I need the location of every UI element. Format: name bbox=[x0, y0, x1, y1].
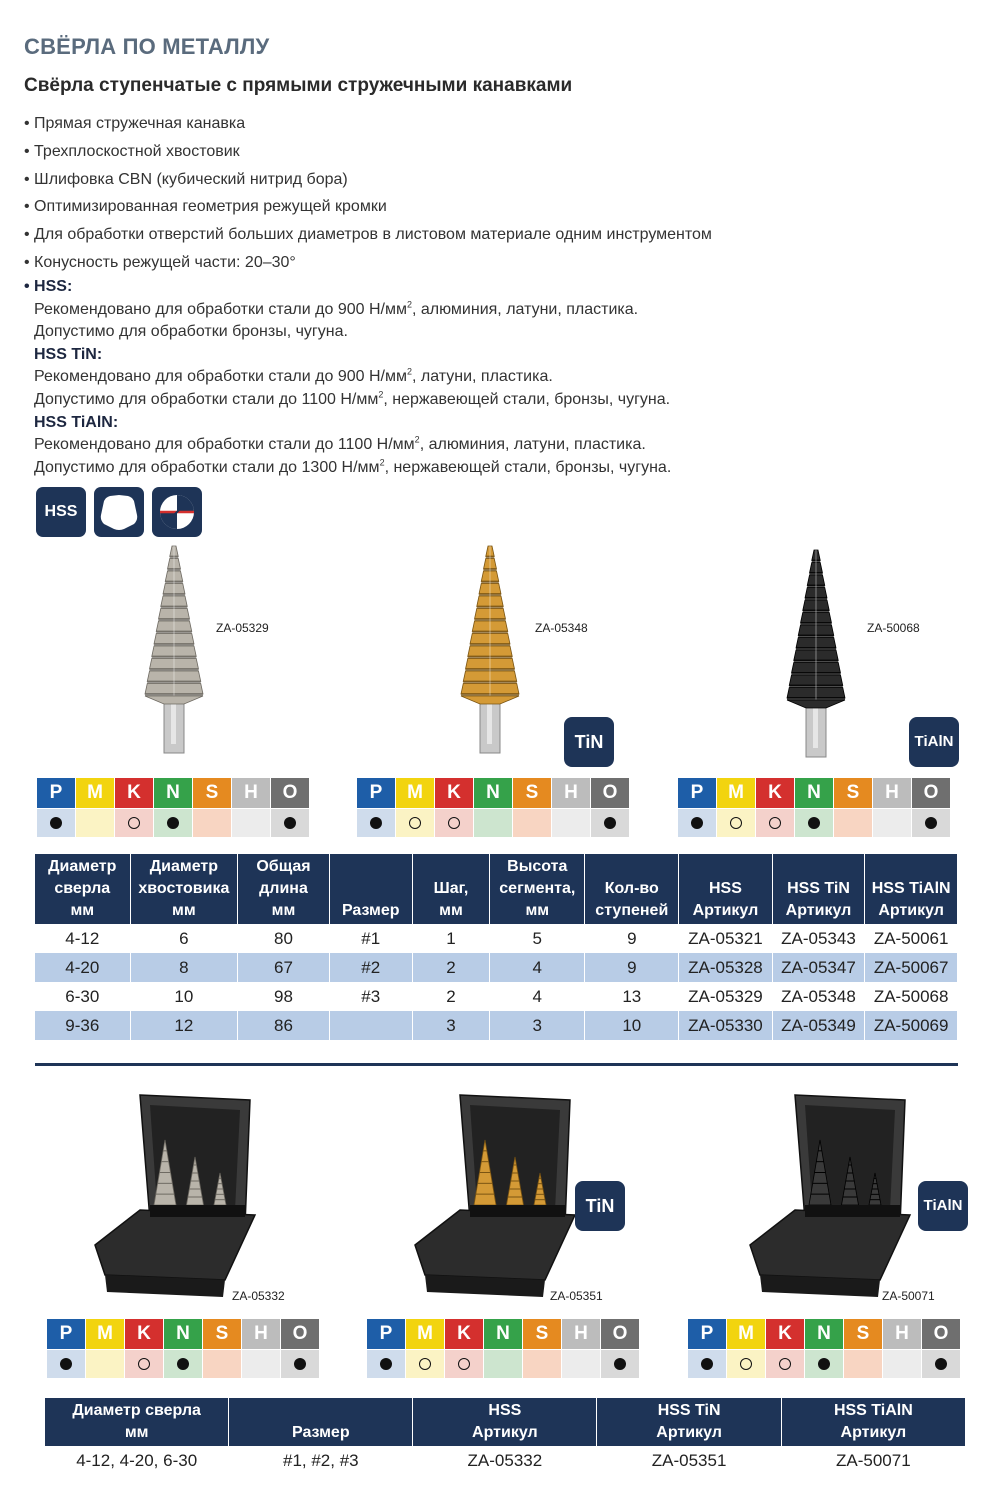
suitability-cell bbox=[591, 809, 630, 838]
suitability-cell bbox=[357, 809, 396, 838]
material-group-table bbox=[46, 1318, 320, 1379]
allowed-dot bbox=[740, 1358, 752, 1370]
recommended-dot bbox=[60, 1358, 72, 1370]
material-group-s: S bbox=[193, 778, 232, 809]
feature-item: • Для обработки отверстий больших диаметров в листовом материале одним инструментом bbox=[24, 226, 712, 244]
table-cell: #3 bbox=[329, 982, 412, 1011]
suitability-cell bbox=[76, 809, 115, 838]
suitability-cell bbox=[834, 809, 873, 838]
table-cell: 13 bbox=[585, 982, 679, 1011]
suitability-cell bbox=[873, 809, 912, 838]
material-group-n: N bbox=[474, 778, 513, 809]
drill-set-images bbox=[0, 1085, 1000, 1315]
material-group-h: H bbox=[232, 778, 271, 809]
article-label: ZA-05329 bbox=[216, 621, 269, 635]
table-cell: ZA-50069 bbox=[865, 1011, 958, 1040]
column-header: Диаметр сверла мм bbox=[45, 1398, 229, 1446]
specification-table bbox=[35, 854, 958, 1040]
table-cell: 2 bbox=[412, 982, 489, 1011]
table-cell: 9 bbox=[585, 953, 679, 982]
column-header: HSS TiN Артикул bbox=[597, 1398, 781, 1446]
hss-drill-image bbox=[145, 546, 203, 753]
column-header: HSS TiN Артикул bbox=[772, 854, 865, 924]
table-cell: ZA-05347 bbox=[772, 953, 865, 982]
table-cell: 12 bbox=[130, 1011, 238, 1040]
suitability-cell bbox=[242, 1350, 281, 1379]
material-group-h: H bbox=[242, 1319, 281, 1350]
suitability-cell bbox=[912, 809, 951, 838]
table-cell: ZA-50061 bbox=[865, 924, 958, 953]
column-header: Диаметр хвостовика мм bbox=[130, 854, 238, 924]
material-recommendations bbox=[24, 276, 671, 479]
recommended-dot bbox=[370, 817, 382, 829]
table-cell: ZA-50067 bbox=[865, 953, 958, 982]
tialn-coating-badge: TiAlN bbox=[909, 717, 959, 767]
material-group-k: K bbox=[766, 1319, 805, 1350]
feature-list bbox=[24, 110, 712, 277]
column-header: Общая длина мм bbox=[238, 854, 330, 924]
subtitle: Свёрла ступенчатые с прямыми стружечными канавками bbox=[24, 75, 573, 96]
allowed-dot bbox=[419, 1358, 431, 1370]
table-cell: 1 bbox=[412, 924, 489, 953]
tin-drill-image bbox=[461, 546, 519, 753]
cbn-grinding-icon bbox=[152, 487, 202, 537]
column-header: HSS TiAlN Артикул bbox=[781, 1398, 965, 1446]
recommended-dot bbox=[50, 817, 62, 829]
suitability-cell bbox=[37, 809, 76, 838]
recommended-dot bbox=[691, 817, 703, 829]
feature-item: • Трехплоскостной хвостовик bbox=[24, 142, 240, 160]
column-header: HSS Артикул bbox=[679, 854, 772, 924]
suitability-cell bbox=[678, 809, 717, 838]
allowed-dot bbox=[138, 1358, 150, 1370]
feature-item: • Конусность режущей части: 20–30° bbox=[24, 253, 296, 271]
material-group-n: N bbox=[164, 1319, 203, 1350]
material-group-table bbox=[36, 777, 310, 838]
material-group-m: M bbox=[727, 1319, 766, 1350]
table-cell: 2 bbox=[412, 953, 489, 982]
material-group-p: P bbox=[37, 778, 76, 809]
material-group-k: K bbox=[756, 778, 795, 809]
hss-drill-set-image bbox=[95, 1095, 255, 1297]
material-group-n: N bbox=[484, 1319, 523, 1350]
hss-line: Рекомендовано для обработки стали до 900 $Н/мм^2$, алюминия, латуни, пластика. bbox=[34, 299, 639, 318]
suitability-cell bbox=[756, 809, 795, 838]
material-group-n: N bbox=[154, 778, 193, 809]
table-cell: 6-30 bbox=[35, 982, 130, 1011]
tin-coating-badge: TiN bbox=[575, 1181, 625, 1231]
table-cell: 9-36 bbox=[35, 1011, 130, 1040]
material-group-p: P bbox=[367, 1319, 406, 1350]
table-cell: ZA-05349 bbox=[772, 1011, 865, 1040]
section-title: СВЁРЛА ПО МЕТАЛЛУ bbox=[24, 34, 270, 59]
recommended-dot bbox=[818, 1358, 830, 1370]
material-group-h: H bbox=[873, 778, 912, 809]
recommended-dot bbox=[614, 1358, 626, 1370]
material-group-m: M bbox=[396, 778, 435, 809]
material-group-s: S bbox=[513, 778, 552, 809]
table-cell: 80 bbox=[238, 924, 330, 953]
material-group-s: S bbox=[523, 1319, 562, 1350]
table-cell: 10 bbox=[130, 982, 238, 1011]
material-group-m: M bbox=[76, 778, 115, 809]
set-specification-table bbox=[45, 1398, 966, 1476]
suitability-cell bbox=[435, 809, 474, 838]
column-header: Размер bbox=[229, 1398, 413, 1446]
table-cell: 4 bbox=[490, 982, 585, 1011]
table-cell: ZA-05328 bbox=[679, 953, 772, 982]
material-group-h: H bbox=[552, 778, 591, 809]
table-cell: ZA-05351 bbox=[597, 1446, 781, 1476]
material-group-p: P bbox=[357, 778, 396, 809]
material-group-s: S bbox=[203, 1319, 242, 1350]
allowed-dot bbox=[458, 1358, 470, 1370]
suitability-cell bbox=[232, 809, 271, 838]
suitability-cell bbox=[86, 1350, 125, 1379]
allowed-dot bbox=[730, 817, 742, 829]
table-row bbox=[35, 953, 958, 982]
table-cell: ZA-05332 bbox=[413, 1446, 597, 1476]
table-cell: 98 bbox=[238, 982, 330, 1011]
suitability-cell bbox=[193, 809, 232, 838]
suitability-cell bbox=[367, 1350, 406, 1379]
recommended-dot bbox=[604, 817, 616, 829]
tin-drill-set-image bbox=[415, 1095, 575, 1297]
table-cell: ZA-50071 bbox=[781, 1446, 965, 1476]
feature-item: • Шлифовка CBN (кубический нитрид бора) bbox=[24, 170, 348, 188]
table-cell: 10 bbox=[585, 1011, 679, 1040]
recommended-dot bbox=[925, 817, 937, 829]
material-group-o: O bbox=[281, 1319, 320, 1350]
material-group-table bbox=[366, 1318, 640, 1379]
table-cell: ZA-05330 bbox=[679, 1011, 772, 1040]
article-label: ZA-05351 bbox=[550, 1289, 603, 1303]
column-header: Диаметр сверла мм bbox=[35, 854, 130, 924]
table-cell: #1 bbox=[329, 924, 412, 953]
allowed-dot bbox=[769, 817, 781, 829]
material-group-o: O bbox=[912, 778, 951, 809]
column-header: Размер bbox=[329, 854, 412, 924]
table-cell: 3 bbox=[412, 1011, 489, 1040]
section-divider bbox=[35, 1063, 958, 1066]
allowed-dot bbox=[409, 817, 421, 829]
table-cell: 86 bbox=[238, 1011, 330, 1040]
material-group-m: M bbox=[717, 778, 756, 809]
table-cell: ZA-05343 bbox=[772, 924, 865, 953]
article-label: ZA-50068 bbox=[867, 621, 920, 635]
material-group-o: O bbox=[922, 1319, 961, 1350]
table-cell: 8 bbox=[130, 953, 238, 982]
table-cell: ZA-05348 bbox=[772, 982, 865, 1011]
table-cell bbox=[329, 1011, 412, 1040]
column-header: HSS TiAlN Артикул bbox=[865, 854, 958, 924]
column-header: Высота сегмента, мм bbox=[490, 854, 585, 924]
material-group-k: K bbox=[445, 1319, 484, 1350]
allowed-dot bbox=[779, 1358, 791, 1370]
tin-coating-badge: TiN bbox=[564, 717, 614, 767]
hss-heading: • HSS: bbox=[24, 278, 73, 295]
tialn-drill-set-image bbox=[750, 1095, 910, 1297]
material-group-table bbox=[687, 1318, 961, 1379]
suitability-cell bbox=[406, 1350, 445, 1379]
material-group-h: H bbox=[883, 1319, 922, 1350]
table-cell: 4-20 bbox=[35, 953, 130, 982]
feature-item: • Прямая стружечная канавка bbox=[24, 115, 246, 132]
table-cell: 6 bbox=[130, 924, 238, 953]
suitability-cell bbox=[717, 809, 756, 838]
table-row bbox=[35, 924, 958, 953]
recommended-dot bbox=[935, 1358, 947, 1370]
article-label: ZA-50071 bbox=[882, 1289, 935, 1303]
recommended-dot bbox=[808, 817, 820, 829]
column-header: Кол-во ступеней bbox=[585, 854, 679, 924]
table-cell: #2 bbox=[329, 953, 412, 982]
tin-line: Рекомендовано для обработки стали до 900 $Н/мм^2$, латуни, пластика. bbox=[34, 367, 553, 386]
material-group-k: K bbox=[435, 778, 474, 809]
suitability-cell bbox=[688, 1350, 727, 1379]
suitability-cell bbox=[883, 1350, 922, 1379]
material-group-p: P bbox=[678, 778, 717, 809]
column-header: Шаг, мм bbox=[412, 854, 489, 924]
material-group-m: M bbox=[86, 1319, 125, 1350]
recommended-dot bbox=[294, 1358, 306, 1370]
table-cell: 4-12 bbox=[35, 924, 130, 953]
column-header: HSS Артикул bbox=[413, 1398, 597, 1446]
suitability-cell bbox=[601, 1350, 640, 1379]
tialn-coating-badge: TiAlN bbox=[918, 1181, 968, 1231]
recommended-dot bbox=[177, 1358, 189, 1370]
suitability-cell bbox=[727, 1350, 766, 1379]
table-row bbox=[35, 982, 958, 1011]
suitability-cell bbox=[562, 1350, 601, 1379]
table-cell: 3 bbox=[490, 1011, 585, 1040]
recommended-dot bbox=[167, 817, 179, 829]
material-group-table bbox=[356, 777, 630, 838]
suitability-cell bbox=[552, 809, 591, 838]
suitability-cell bbox=[115, 809, 154, 838]
table-cell: ZA-05321 bbox=[679, 924, 772, 953]
suitability-cell bbox=[445, 1350, 484, 1379]
material-group-s: S bbox=[834, 778, 873, 809]
table-row bbox=[35, 1011, 958, 1040]
table-cell: #1, #2, #3 bbox=[229, 1446, 413, 1476]
table-cell: 4 bbox=[490, 953, 585, 982]
table-cell: ZA-50068 bbox=[865, 982, 958, 1011]
tialn-drill-image bbox=[787, 550, 845, 757]
suitability-cell bbox=[474, 809, 513, 838]
tialn-line: Допустимо для обработки стали до 1300 $Н/мм^2$, нержавеющей стали, бронзы, чугуна. bbox=[34, 457, 672, 476]
suitability-cell bbox=[125, 1350, 164, 1379]
material-group-n: N bbox=[805, 1319, 844, 1350]
table-cell: 5 bbox=[490, 924, 585, 953]
material-group-o: O bbox=[601, 1319, 640, 1350]
material-group-p: P bbox=[47, 1319, 86, 1350]
suitability-cell bbox=[795, 809, 834, 838]
hss-icon: HSS bbox=[36, 487, 86, 537]
allowed-dot bbox=[448, 817, 460, 829]
material-group-o: O bbox=[271, 778, 310, 809]
feature-item: • Оптимизированная геометрия режущей кромки bbox=[24, 198, 387, 216]
tin-line: Допустимо для обработки стали до 1100 $Н/мм^2$, нержавеющей стали, бронзы, чугуна. bbox=[34, 389, 671, 408]
article-label: ZA-05332 bbox=[232, 1289, 285, 1303]
tialn-heading: HSS TiAlN: bbox=[34, 413, 119, 431]
table-cell: 67 bbox=[238, 953, 330, 982]
article-label: ZA-05348 bbox=[535, 621, 588, 635]
allowed-dot bbox=[128, 817, 140, 829]
table-cell: ZA-05329 bbox=[679, 982, 772, 1011]
recommended-dot bbox=[380, 1358, 392, 1370]
recommended-dot bbox=[284, 817, 296, 829]
suitability-cell bbox=[523, 1350, 562, 1379]
material-group-k: K bbox=[115, 778, 154, 809]
table-cell: 4-12, 4-20, 6-30 bbox=[45, 1446, 229, 1476]
suitability-cell bbox=[164, 1350, 203, 1379]
triangular-shank-icon bbox=[94, 487, 144, 537]
table-row bbox=[45, 1446, 966, 1476]
suitability-cell bbox=[271, 809, 310, 838]
suitability-cell bbox=[484, 1350, 523, 1379]
suitability-cell bbox=[47, 1350, 86, 1379]
material-group-n: N bbox=[795, 778, 834, 809]
material-group-table bbox=[677, 777, 951, 838]
suitability-cell bbox=[766, 1350, 805, 1379]
table-cell: 9 bbox=[585, 924, 679, 953]
drill-images bbox=[0, 540, 1000, 770]
suitability-cell bbox=[513, 809, 552, 838]
suitability-cell bbox=[154, 809, 193, 838]
material-group-k: K bbox=[125, 1319, 164, 1350]
tialn-line: Рекомендовано для обработки стали до 1100 $Н/мм^2$, алюминия, латуни, пластика. bbox=[34, 434, 646, 454]
material-group-s: S bbox=[844, 1319, 883, 1350]
suitability-cell bbox=[922, 1350, 961, 1379]
material-group-h: H bbox=[562, 1319, 601, 1350]
suitability-cell bbox=[396, 809, 435, 838]
material-group-p: P bbox=[688, 1319, 727, 1350]
hss-line: Допустимо для обработки бронзы, чугуна. bbox=[34, 323, 348, 341]
material-group-o: O bbox=[591, 778, 630, 809]
suitability-cell bbox=[805, 1350, 844, 1379]
recommended-dot bbox=[701, 1358, 713, 1370]
suitability-cell bbox=[203, 1350, 242, 1379]
suitability-cell bbox=[281, 1350, 320, 1379]
suitability-cell bbox=[844, 1350, 883, 1379]
material-group-m: M bbox=[406, 1319, 445, 1350]
tin-heading: HSS TiN: bbox=[34, 345, 103, 363]
